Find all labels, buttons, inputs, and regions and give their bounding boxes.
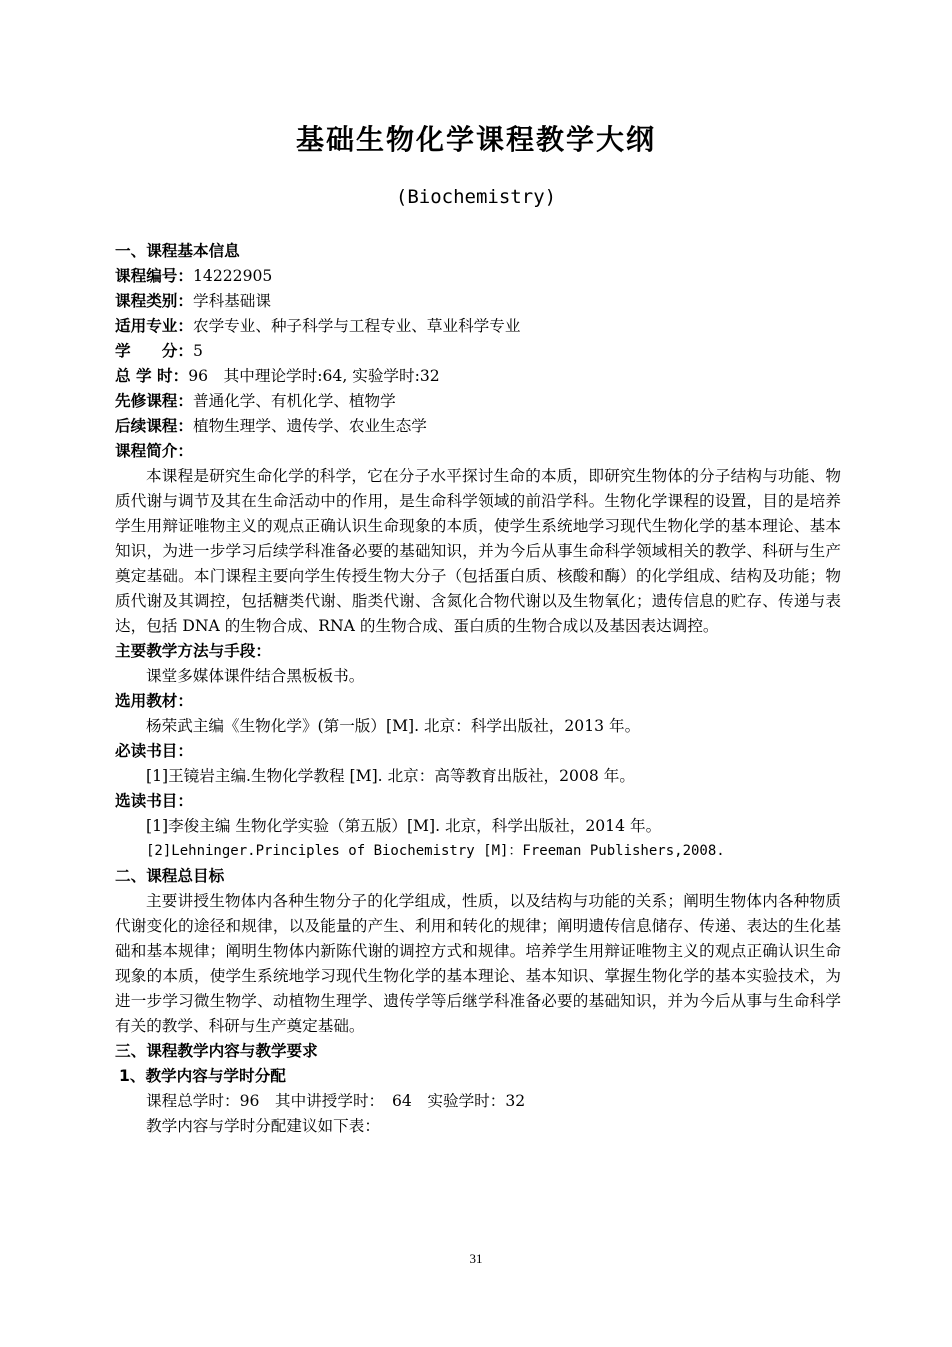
course-code-label: 课程编号： (115, 267, 193, 285)
document-title: 基础生物化学课程教学大纲 (295, 123, 656, 156)
hours-label: 总 学 时： (115, 367, 189, 385)
document-body (115, 239, 841, 1139)
document-subtitle: (Biochemistry) (395, 186, 557, 208)
section3-subheading: 1、教学内容与学时分配 (119, 1067, 286, 1085)
intro-label: 课程简介： (115, 442, 193, 460)
prereq-value: 普通化学、有机化学、植物学 (192, 392, 396, 410)
hours-row (115, 364, 841, 389)
section2-paragraph: 主要讲授生物体内各种生物分子的化学组成，性质，以及结构与功能的关系；阐明生物体内各种物质代谢变化的途径和规律，以及能量的产生、利用和转化的规律；阐明遗传信息储存、传递、表达的生化基础和基本规律；阐明生物体内新陈代谢的调控方式和规律。培养学生用辩证唯物主义的观点正确认识生命现象的本质，使学生系统地学习现代生物化学的基本理论、基本知识、掌握生物化学的基本实验技术，为进一步学习微生物学、动植物生理学、遗传学等后继学科准备必要的基础知识，并为今后从事与生命科学有关的教学、科研与生产奠定基础。 (115, 892, 841, 1035)
majors-label: 适用专业： (115, 317, 193, 335)
category-value: 学科基础课 (192, 292, 271, 310)
course-code-value: 14222905 (192, 267, 273, 285)
intro-paragraph: 本课程是研究生命化学的科学，它在分子水平探讨生命的本质，即研究生物体的分子结构与功能、物质代谢与调节及其在生命活动中的作用，是生命科学领域的前沿学科。生物化学课程的设置，目的是培养学生用辩证唯物主义的观点正确认识生命现象的本质，使学生系统地学习现代生物化学的基本理论、基本知识，为进一步学习后续学科准备必要的基础知识，并为今后从事生命科学领域相关的教学、科研与生产奠定基础。本门课程主要向学生传授生物大分子（包括蛋白质、核酸和酶）的化学组成、结构及功能；物质代谢及其调控，包括糖类代谢、脂类代谢、含氮化合物代谢以及生物氧化；遗传信息的贮存、传递与表达，包括 DNA 的生物合成、RNA 的生物合成、蛋白质的生物合成以及基因表达调控。 (115, 467, 841, 635)
followup-row (115, 414, 841, 439)
optional-reading-item: [2]Lehninger.Principles of Biochemistry [M]：Freeman Publishers,2008. (146, 843, 725, 859)
hours-allocation-line: 课程总学时：96 其中讲授学时： 64 实验学时：32 (146, 1092, 526, 1110)
section1-heading: 一、课程基本信息 (115, 242, 240, 260)
prereq-row (115, 389, 841, 414)
page-number: 31 (469, 1251, 483, 1266)
required-reading-label: 必读书目： (115, 742, 193, 760)
section2-heading: 二、课程总目标 (115, 867, 225, 885)
prereq-label: 先修课程： (115, 392, 193, 410)
methods-label: 主要教学方法与手段： (115, 642, 271, 660)
required-reading-item: [1]王镜岩主编.生物化学教程 [M]. 北京：高等教育出版社，2008 年。 (146, 767, 635, 785)
credits-value: 5 (192, 342, 203, 360)
credits-row (115, 339, 841, 364)
methods-text: 课堂多媒体课件结合黑板板书。 (146, 667, 365, 685)
course-code-row (115, 264, 841, 289)
followup-value: 植物生理学、遗传学、农业生态学 (192, 417, 427, 435)
majors-value: 农学专业、种子科学与工程专业、草业科学专业 (192, 317, 521, 335)
textbook-label: 选用教材： (115, 692, 193, 710)
section3-heading: 三、课程教学内容与教学要求 (115, 1042, 318, 1060)
optional-reading-label: 选读书目： (115, 792, 193, 810)
textbook-text: 杨荣武主编《生物化学》(第一版）[M]. 北京：科学出版社，2013 年。 (146, 717, 641, 735)
majors-row (115, 314, 841, 339)
category-label: 课程类别： (115, 292, 193, 310)
optional-reading-item: [1]李俊主编 生物化学实验（第五版）[M]. 北京，科学出版社，2014 年。 (146, 817, 662, 835)
hours-value: 96 其中理论学时:64, 实验学时:32 (188, 367, 440, 385)
credits-label: 学 分： (115, 342, 193, 360)
category-row (115, 289, 841, 314)
table-intro-line: 教学内容与学时分配建议如下表： (146, 1117, 380, 1135)
followup-label: 后续课程： (115, 417, 193, 435)
